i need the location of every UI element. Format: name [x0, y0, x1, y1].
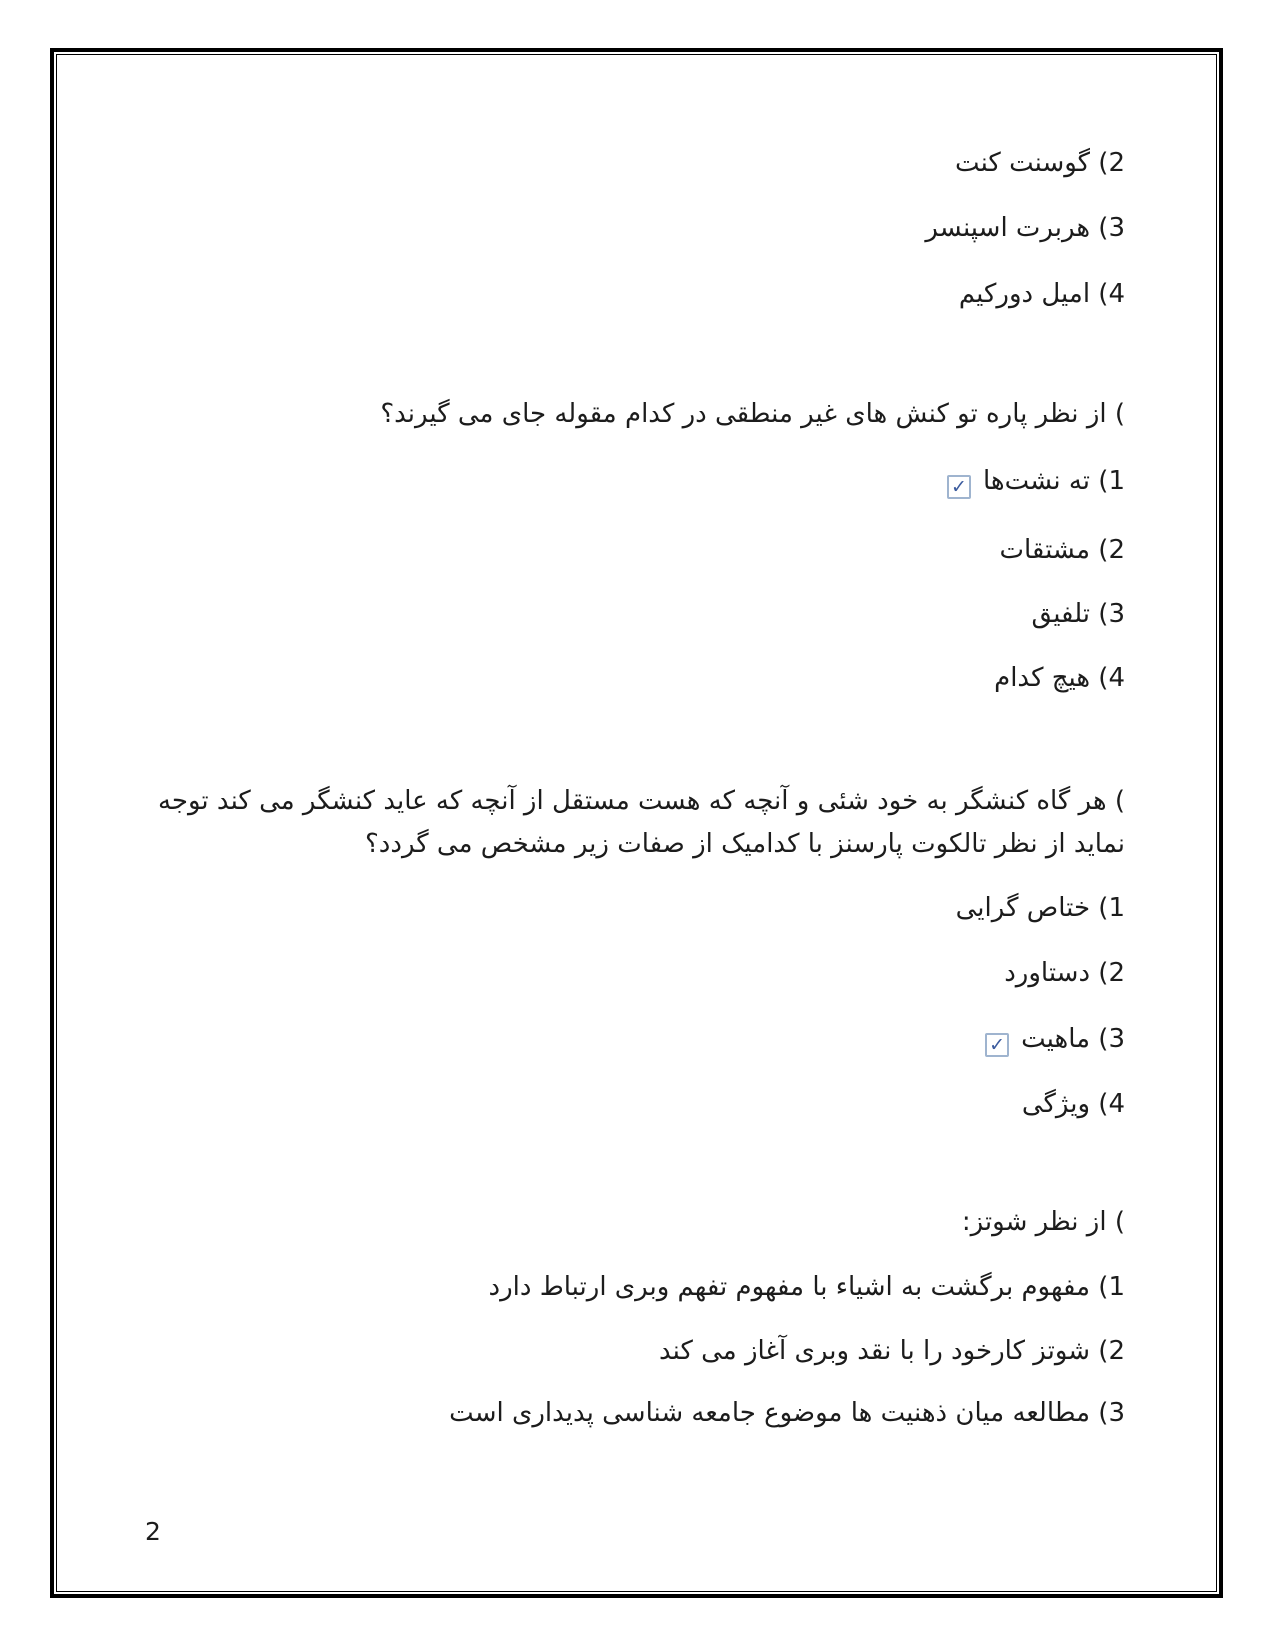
answer-option-row	[947, 463, 1125, 499]
answer-option-label: 1) ته نشت‌ها	[983, 466, 1125, 496]
answer-option-label: 3) ماهیت	[1021, 1024, 1125, 1054]
answer-option: 2) مشتقات	[999, 535, 1125, 565]
answer-option: 2) گوسنت کنت	[955, 148, 1125, 178]
answer-option: 3) هربرت اسپنسر	[925, 213, 1125, 243]
answer-option: 2) شوتز کارخود را با نقد وبری آغاز می کند	[658, 1336, 1125, 1366]
question-prompt: ) هر گاه کنشگر به خود شئی و آنچه که هست مستقل از آنچه که عاید کنشگر می کند توجه نماید از نظر تالکوت پارسنز با کدامیک از صفات زیر مشخص می گردد؟	[157, 786, 1125, 859]
question-prompt: ) از نظر پاره تو کنش های غیر منطقی در کدام مقوله جای می گیرند؟	[380, 399, 1125, 429]
answer-option: 4) امیل دورکیم	[958, 279, 1125, 309]
answer-option: 4) هیچ کدام	[994, 663, 1125, 693]
checkbox-checked[interactable]	[985, 1033, 1009, 1057]
question-prompt: ) از نظر شوتز:	[961, 1207, 1125, 1237]
answer-option: 1) ختاص گرایی	[955, 893, 1125, 923]
check-icon: ✓	[989, 1034, 1006, 1056]
answer-option: 3) مطالعه میان ذهنیت ها موضوع جامعه شناسی پدیداری است	[449, 1398, 1125, 1428]
answer-option-row	[985, 1021, 1125, 1057]
answer-option: 3) تلفیق	[1031, 599, 1125, 629]
answer-option: 4) ویژگی	[1021, 1089, 1125, 1119]
answer-option: 1) مفهوم برگشت به اشیاء با مفهوم تفهم وبری ارتباط دارد	[488, 1272, 1125, 1302]
page-number: 2	[145, 1517, 161, 1546]
check-icon: ✓	[951, 476, 967, 498]
checkbox-checked[interactable]	[947, 475, 971, 499]
answer-option: 2) دستاورد	[1004, 958, 1125, 988]
